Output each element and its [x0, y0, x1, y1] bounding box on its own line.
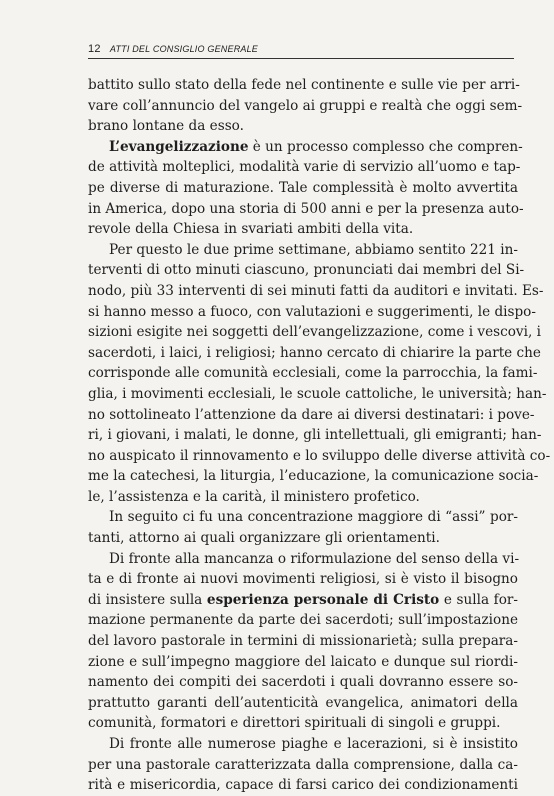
- line-text: Per questo le due prime settimane, abbiamo sentito 221 in-: [109, 241, 518, 258]
- text-line: [88, 384, 547, 405]
- text-line: [88, 75, 518, 96]
- text-line: [88, 281, 544, 302]
- bold-term: L’evangelizzazione: [109, 138, 249, 155]
- text-line: [88, 199, 524, 220]
- text-line: [88, 116, 518, 137]
- line-text: glia, i movimenti ecclesiali, le scuole cattoliche, le università; han-: [88, 385, 547, 402]
- line-text: In seguito ci fu una concentrazione maggiore di “assi” por-: [109, 509, 518, 526]
- line-text: corrisponde alle comunità ecclesiali, come la parrocchia, la fami-: [88, 365, 538, 382]
- text-line: [88, 363, 538, 384]
- line-text: di insistere sulla: [88, 591, 207, 608]
- line-text: namento dei compiti dei sacerdoti i quali dovranno essere so-: [88, 674, 518, 691]
- page-number: 12: [88, 43, 101, 55]
- running-header: [88, 43, 514, 59]
- line-text: mazione permanente da parte dei sacerdoti; sull’impostazione: [88, 612, 518, 629]
- line-text: vare coll’annuncio del vangelo ai gruppi e realtà che oggi sem-: [88, 97, 523, 114]
- line-text: brano lontane da esso.: [88, 118, 244, 135]
- text-line: [88, 219, 518, 240]
- line-text: zione e sull’impegno maggiore del laicato e dunque sul riordi-: [88, 653, 518, 670]
- line-text: si hanno messo a fuoco, con valutazioni e suggerimenti, le dispo-: [88, 303, 536, 320]
- line-text: nodo, più 33 interventi di sei minuti fatti da auditori e invitati. Es-: [88, 282, 544, 299]
- line-text: de attività molteplici, modalità varie di servizio all’uomo e tap-: [88, 159, 521, 176]
- text-line: [88, 631, 518, 652]
- body-text: [88, 75, 551, 796]
- text-line: [88, 672, 518, 693]
- line-text: pe diverse di maturazione. Tale complessità è molto avvertita: [88, 179, 518, 196]
- text-line: [88, 652, 518, 673]
- line-text: tanti, attorno ai quali organizzare gli orientamenti.: [88, 530, 440, 547]
- text-line: [88, 96, 523, 117]
- text-line: [88, 137, 523, 158]
- text-line: [88, 322, 541, 343]
- line-text: è un processo complesso che compren-: [248, 138, 523, 155]
- text-line: [88, 157, 521, 178]
- line-text: le, l’assistenza e la carità, il ministero profetico.: [88, 488, 420, 505]
- line-text: e sulla for-: [439, 591, 518, 608]
- text-line: [88, 425, 542, 446]
- line-text: Di fronte alle numerose piaghe e lacerazioni, si è insistito: [109, 736, 518, 752]
- text-line: [88, 549, 518, 570]
- text-line: [88, 343, 541, 364]
- line-text: Di fronte alla mancanza o riformulazione del senso della vi-: [109, 550, 520, 567]
- line-text: sizioni esigite nei soggetti dell’evangelizzazione, come i vescovi, i: [88, 324, 541, 341]
- line-text: rità e misericordia, capace di farsi carico dei condizionamenti: [88, 777, 518, 794]
- line-text: no sottolineato l’attenzione da dare ai diversi destinatari: i pove-: [88, 406, 535, 423]
- text-line: [88, 178, 518, 199]
- line-text: ta e di fronte ai nuovi movimenti religiosi, si è visto il bisogno: [88, 571, 518, 588]
- line-text: comunità, formatori e direttori spirituali di singoli e gruppi.: [88, 715, 501, 732]
- line-text: terventi di otto minuti ciascuno, pronunciati dai membri del Si-: [88, 262, 525, 279]
- text-line: [88, 755, 518, 776]
- text-line: [88, 466, 539, 487]
- line-text: no auspicato il rinnovamento e lo sviluppo delle diverse attività co-: [88, 447, 551, 464]
- running-title: ATTI DEL CONSIGLIO GENERALE: [109, 44, 259, 54]
- line-text: ri, i giovani, i malati, le donne, gli intellettuali, gli emigranti; han-: [88, 427, 542, 444]
- text-line: [88, 528, 518, 549]
- line-text: revole della Chiesa in svariati ambiti della vita.: [88, 221, 414, 238]
- text-line: [88, 446, 551, 467]
- line-text: del lavoro pastorale in termini di missionarietà; sulla prepara-: [88, 633, 518, 650]
- line-text: in America, dopo una storia di 500 anni e per la presenza auto-: [88, 200, 524, 217]
- text-line: [88, 590, 518, 611]
- text-line: [88, 507, 518, 528]
- bold-term: esperienza personale di Cristo: [206, 591, 440, 608]
- text-line: [88, 405, 535, 426]
- text-line: [88, 302, 536, 323]
- text-line: [88, 487, 518, 508]
- line-text: sacerdoti, i laici, i religiosi; hanno cercato di chiarire la parte che: [88, 344, 541, 361]
- text-line: [88, 569, 518, 590]
- text-line: [88, 775, 518, 796]
- text-line: [88, 240, 518, 261]
- text-line: [88, 734, 518, 755]
- text-line: [88, 693, 518, 714]
- text-line: [88, 260, 525, 281]
- text-line: [88, 610, 518, 631]
- line-text: prattutto garanti dell’autenticità evangelica, animatori della: [88, 694, 518, 711]
- text-line: [88, 713, 518, 734]
- line-text: me la catechesi, la liturgia, l’educazione, la comunicazione socia-: [88, 468, 539, 485]
- line-text: battito sullo stato della fede nel continente e sulle vie per arri-: [88, 77, 520, 93]
- line-text: per una pastorale caratterizzata dalla comprensione, dalla ca-: [88, 756, 518, 773]
